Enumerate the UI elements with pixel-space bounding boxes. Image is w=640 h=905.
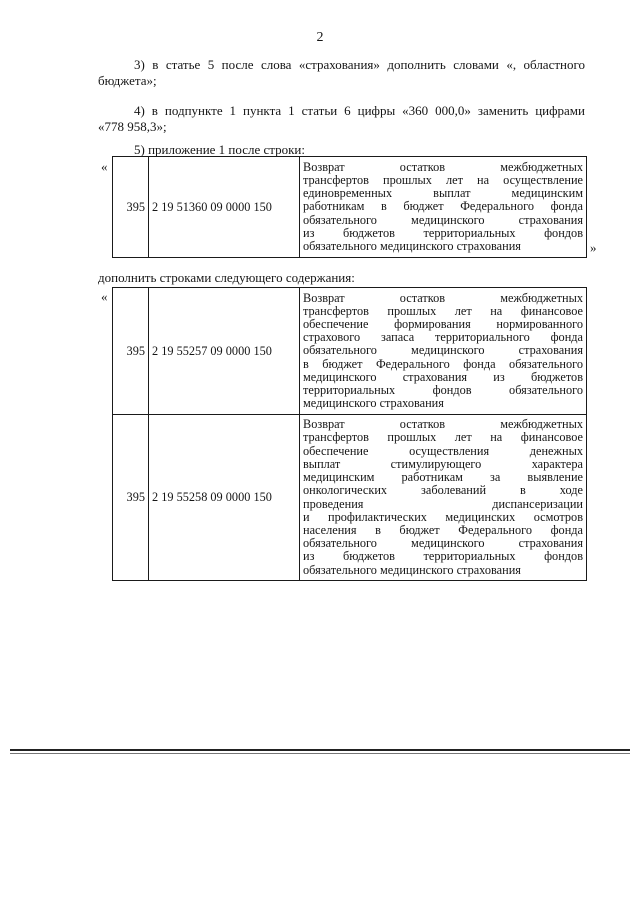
desc-line: трансфертов прошлых лет на финансовое — [303, 303, 583, 318]
paragraph-3 — [98, 57, 585, 89]
desc-line: обязательного медицинского страхования — [303, 343, 583, 358]
paragraph-4-line-1: 4) в подпункте 1 пункта 1 статьи 6 цифры «360 000,0» заменить цифрами — [134, 103, 585, 118]
paragraph-4 — [98, 103, 585, 135]
desc-line: проведения диспансеризации — [303, 496, 583, 511]
row-description — [300, 415, 587, 581]
row-description — [300, 157, 587, 258]
bottom-rule — [10, 749, 630, 751]
bottom-rule-thin — [10, 753, 630, 754]
paragraph-3-line-2: бюджета»; — [98, 73, 157, 88]
desc-line: обеспечение осуществления денежных — [303, 443, 583, 458]
desc-line: работникам в бюджет Федерального фонда — [303, 199, 583, 214]
budget-code: 2 19 55258 09 0000 150 — [149, 415, 300, 581]
row-number: 395 — [113, 415, 149, 581]
desc-line: единовременных выплат медицинским — [303, 186, 583, 201]
row-number: 395 — [113, 157, 149, 258]
desc-line: обязательного медицинского страхования — [303, 239, 521, 253]
row-number: 395 — [113, 288, 149, 415]
table-row — [113, 157, 587, 258]
desc-line: трансфертов прошлых лет на осуществление — [303, 172, 583, 187]
desc-line: из бюджетов территориальных фондов — [303, 225, 583, 240]
desc-line: Возврат остатков межбюджетных — [303, 290, 583, 305]
budget-code: 2 19 51360 09 0000 150 — [149, 157, 300, 258]
table-row — [113, 415, 587, 581]
desc-line: Возврат остатков межбюджетных — [303, 159, 583, 174]
paragraph-4-line-2: «778 958,3»; — [98, 119, 167, 134]
table-2 — [112, 287, 587, 581]
desc-line: онкологических заболеваний в ходе — [303, 483, 583, 498]
desc-line: и профилактических медицинских осмотров — [303, 509, 583, 524]
desc-line: обязательного медицинского страхования — [303, 536, 583, 551]
row-description — [300, 288, 587, 415]
close-quote-1: » — [590, 240, 597, 255]
open-quote-1: « — [101, 159, 108, 174]
desc-line: медицинским работникам за выявление — [303, 470, 583, 485]
desc-line: обязательного медицинского страхования — [303, 212, 583, 227]
desc-line: в бюджет Федерального фонда обязательного — [303, 356, 583, 371]
budget-code: 2 19 55257 09 0000 150 — [149, 288, 300, 415]
desc-line: обеспечение формирования нормированного — [303, 316, 583, 331]
table-row — [113, 288, 587, 415]
desc-line: обязательного медицинского страхования — [303, 562, 521, 577]
desc-line: медицинского страхования — [303, 396, 444, 411]
table-1 — [112, 156, 587, 258]
page-number: 2 — [316, 30, 324, 45]
desc-line: медицинского страхования из бюджетов — [303, 369, 583, 384]
desc-line: Возврат остатков межбюджетных — [303, 417, 583, 432]
add-rows-label: дополнить строками следующего содержания: — [98, 270, 355, 285]
paragraph-3-line-1: 3) в статье 5 после слова «страхования» дополнить словами «, областного — [134, 57, 585, 72]
desc-line: трансфертов прошлых лет на финансовое — [303, 430, 583, 445]
desc-line: территориальных фондов обязательного — [303, 383, 583, 397]
desc-line: страхового запаса территориального фонда — [303, 330, 583, 345]
desc-line: из бюджетов территориальных фондов — [303, 549, 583, 564]
paragraph-5-text: 5) приложение 1 после строки: — [134, 142, 305, 157]
open-quote-2: « — [101, 289, 108, 304]
add-rows-text — [98, 270, 585, 286]
desc-line: выплат стимулирующего характера — [303, 456, 583, 471]
desc-line: населения в бюджет Федерального фонда — [303, 522, 583, 537]
